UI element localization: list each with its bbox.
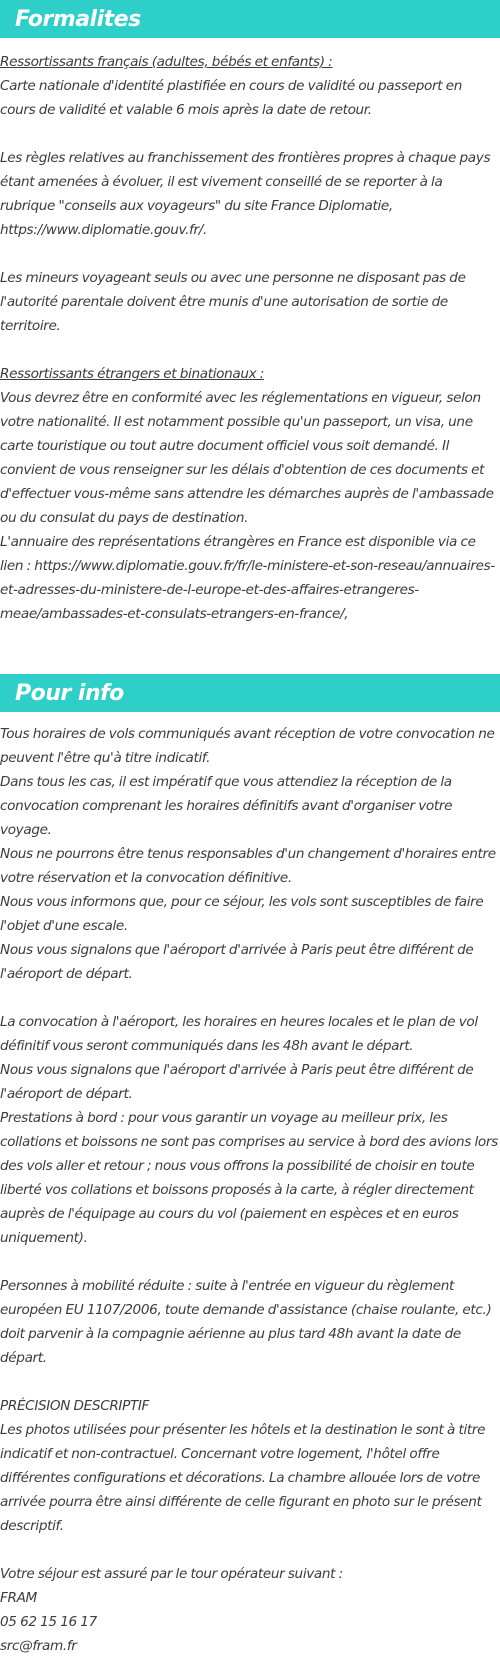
spacer [0,1370,500,1394]
info-paragraph: Dans tous les cas, il est impératif que vous attendiez la réception de la convocation comprenant les horaires définitifs avant d'organiser votre voyage. [0,774,453,838]
french-nationals-text: Carte nationale d'identité plastifiée en cours de validité ou passeport en cours de validité et valable 6 mois après la date de retour. [0,78,462,118]
spacer [0,986,500,1010]
info-paragraph: Nous vous signalons que l'aéroport d'arrivée à Paris peut être différent de l'aéroport de départ. [0,942,474,982]
info-paragraph: Nous vous signalons que l'aéroport d'arrivée à Paris peut être différent de l'aéroport de départ. [0,1062,474,1102]
info-paragraph: Nous vous informons que, pour ce séjour, les vols sont susceptibles de faire l'objet d'une escale. [0,894,484,934]
border-rules-text: Les règles relatives au franchissement des frontières propres à chaque pays étant amenées à évoluer, il est vivement conseillé de se reporter à la rubrique "conseils aux voyageurs" du site France Diplomatie, https://www.diplomatie.gouv.fr/. [0,150,491,238]
annuaire-text: L'annuaire des représentations étrangères en France est disponible via ce lien : https://www.diplomatie.gouv.fr/fr/le-ministere-et-son-reseau/annuaires-et-adresses-du-ministere-de-l-europe-et-des-affaires-etrangeres-meae/ambassades-et-consulats-etrangers-en-france/, [0,534,495,622]
formalites-content [0,50,500,626]
spacer [0,242,500,266]
info-paragraph: Prestations à bord : pour vous garantir un voyage au meilleur prix, les collations et boissons ne sont pas comprises au service à bord des avions lors des vols aller et retour ; nous vous offrons la possibilité de choisir en toute liberté vos collations et boissons proposés à la carte, à régler directement auprès de l'équipage au cours du vol (paiement en espèces et en euros uniquement). [0,1110,498,1246]
pour-info-content [0,722,500,1658]
precision-heading: PRÉCISION DESCRIPTIF [0,1398,150,1414]
formalites-header [0,0,500,38]
spacer [0,338,500,362]
pour-info-title: Pour info [15,680,124,706]
operator-intro: Votre séjour est assuré par le tour opérateur suivant : [0,1566,343,1582]
minors-text: Les mineurs voyageant seuls ou avec une personne ne disposant pas de l'autorité parentale doivent être munis d'une autorisation de sortie de territoire. [0,270,466,334]
info-paragraph: Nous ne pourrons être tenus responsables d'un changement d'horaires entre votre réservation et la convocation définitive. [0,846,496,886]
pour-info-header [0,674,500,712]
french-nationals-heading: Ressortissants français (adultes, bébés et enfants) : [0,54,333,70]
foreign-nationals-text: Vous devrez être en conformité avec les réglementations en vigueur, selon votre nationalité. Il est notamment possible qu'un passeport, un visa, une carte touristique ou tout autre document officiel vous soit demandé. Il convient de vous renseigner sur les délais d'obtention de ces documents et d'effectuer vous-même sans attendre les démarches auprès de l'ambassade ou du consulat du pays de destination. [0,390,494,526]
operator-email: src@fram.fr [0,1638,77,1654]
precision-text: Les photos utilisées pour présenter les hôtels et la destination le sont à titre indicatif et non-contractuel. Concernant votre logement, l'hôtel offre différentes configurations et décorations. La chambre allouée lors de votre arrivée pourra être ainsi différente de celle figurant en photo sur le présent descriptif. [0,1422,486,1534]
operator-name: FRAM [0,1590,37,1606]
formalites-title: Formalites [15,6,141,32]
foreign-nationals-heading: Ressortissants étrangers et binationaux : [0,366,264,382]
info-paragraph: Tous horaires de vols communiqués avant réception de votre convocation ne peuvent l'être qu'à titre indicatif. [0,726,495,766]
spacer [0,122,500,146]
spacer [0,1538,500,1562]
spacer [0,1250,500,1274]
info-paragraph: Personnes à mobilité réduite : suite à l'entrée en vigueur du règlement européen EU 1107/2006, toute demande d'assistance (chaise roulante, etc.) doit parvenir à la compagnie aérienne au plus tard 48h avant la date de départ. [0,1278,492,1366]
operator-phone: 05 62 15 16 17 [0,1614,97,1630]
info-paragraph: La convocation à l'aéroport, les horaires en heures locales et le plan de vol définitif vous seront communiqués dans les 48h avant le départ. [0,1014,478,1054]
